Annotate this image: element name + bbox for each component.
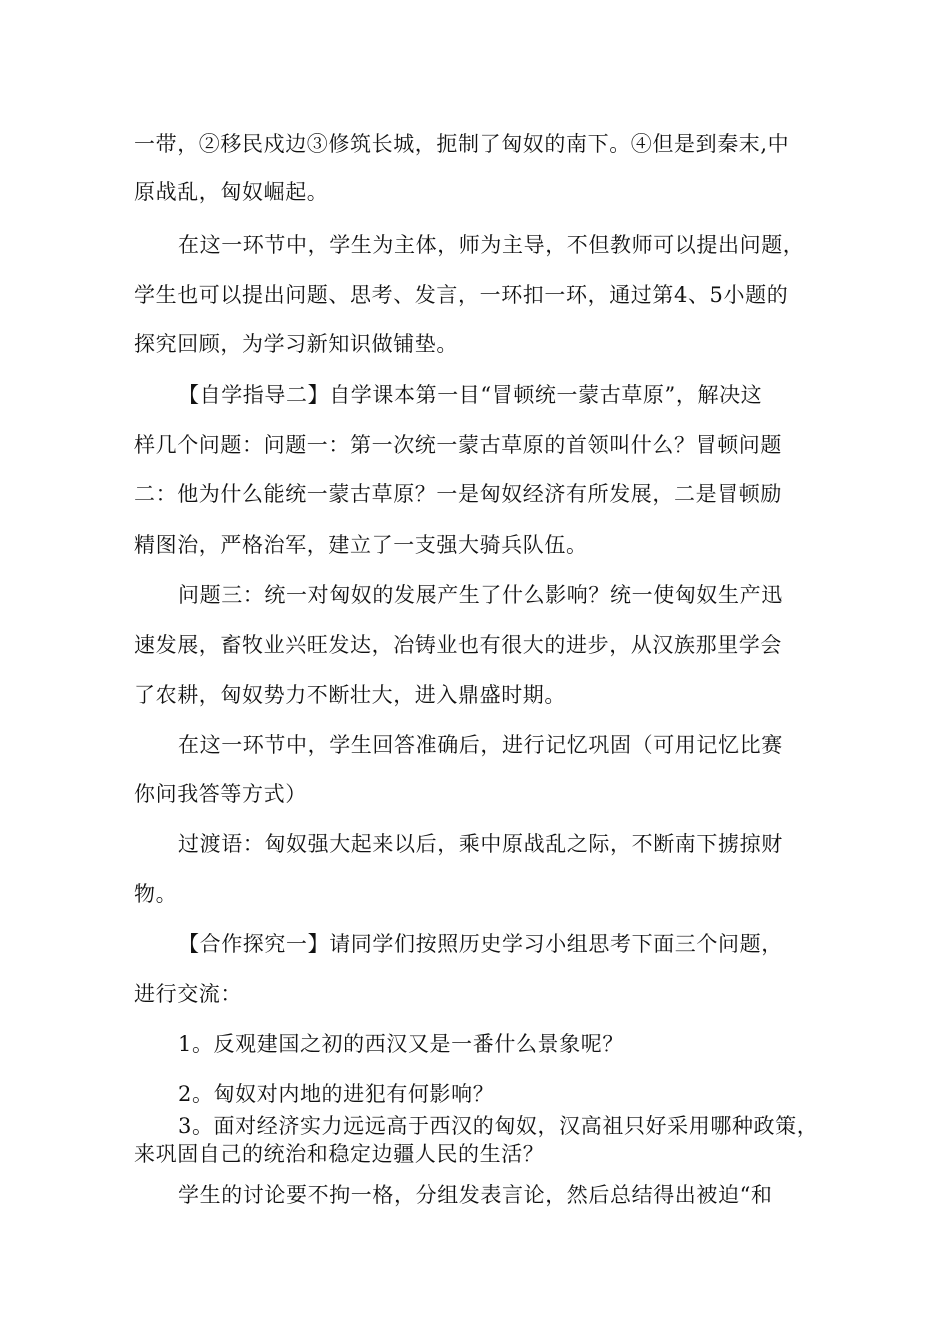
text-line-15: 过渡语：匈奴强大起来以后，乘中原战乱之际，不断南下掳掠财	[178, 832, 783, 856]
text-line-9: 精图治，严格治军，建立了一支强大骑兵队伍。	[134, 533, 588, 557]
text-line-20: 2。匈奴对内地的进犯有何影响？	[178, 1082, 495, 1106]
text-line-1: 一带，②移民戍边③修筑长城，扼制了匈奴的南下。④但是到秦末,中	[134, 132, 790, 156]
text-line-2: 原战乱，匈奴崛起。	[134, 180, 329, 204]
text-line-16: 物。	[134, 882, 178, 906]
text-line-3: 在这一环节中，学生为主体，师为主导，不但教师可以提出问题，	[178, 233, 805, 257]
text-line-18: 进行交流：	[134, 982, 242, 1006]
text-line-11: 速发展，畜牧业兴旺发达，冶铸业也有很大的进步，从汉族那里学会	[134, 633, 782, 657]
text-line-8: 二：他为什么能统一蒙古草原？一是匈奴经济有所发展，二是冒顿励	[134, 482, 782, 506]
text-line-17: 【合作探究一】请同学们按照历史学习小组思考下面三个问题，	[178, 932, 783, 956]
text-line-21: 3。面对经济实力远远高于西汉的匈奴，汉高祖只好采用哪种政策，	[178, 1114, 819, 1138]
text-line-23: 学生的讨论要不拘一格，分组发表言论，然后总结得出被迫“和	[178, 1183, 773, 1207]
text-line-5: 探究回顾，为学习新知识做铺垫。	[134, 332, 458, 356]
text-line-4: 学生也可以提出问题、思考、发言，一环扣一环，通过第4、5小题的	[134, 283, 789, 307]
text-line-13: 在这一环节中，学生回答准确后，进行记忆巩固（可用记忆比赛	[178, 733, 783, 757]
text-line-10: 问题三：统一对匈奴的发展产生了什么影响？统一使匈奴生产迅	[178, 583, 783, 607]
text-line-14: 你问我答等方式）	[134, 782, 307, 806]
text-line-19: 1。反观建国之初的西汉又是一番什么景象呢？	[178, 1032, 624, 1056]
text-line-12: 了农耕，匈奴势力不断壮大，进入鼎盛时期。	[134, 683, 566, 707]
text-line-6: 【自学指导二】自学课本第一目“冒顿统一蒙古草原”，解决这	[178, 383, 763, 407]
text-line-22: 来巩固自己的统治和稳定边疆人民的生活？	[134, 1142, 545, 1166]
text-line-7: 样几个问题：问题一：第一次统一蒙古草原的首领叫什么？冒顿问题	[134, 433, 782, 457]
